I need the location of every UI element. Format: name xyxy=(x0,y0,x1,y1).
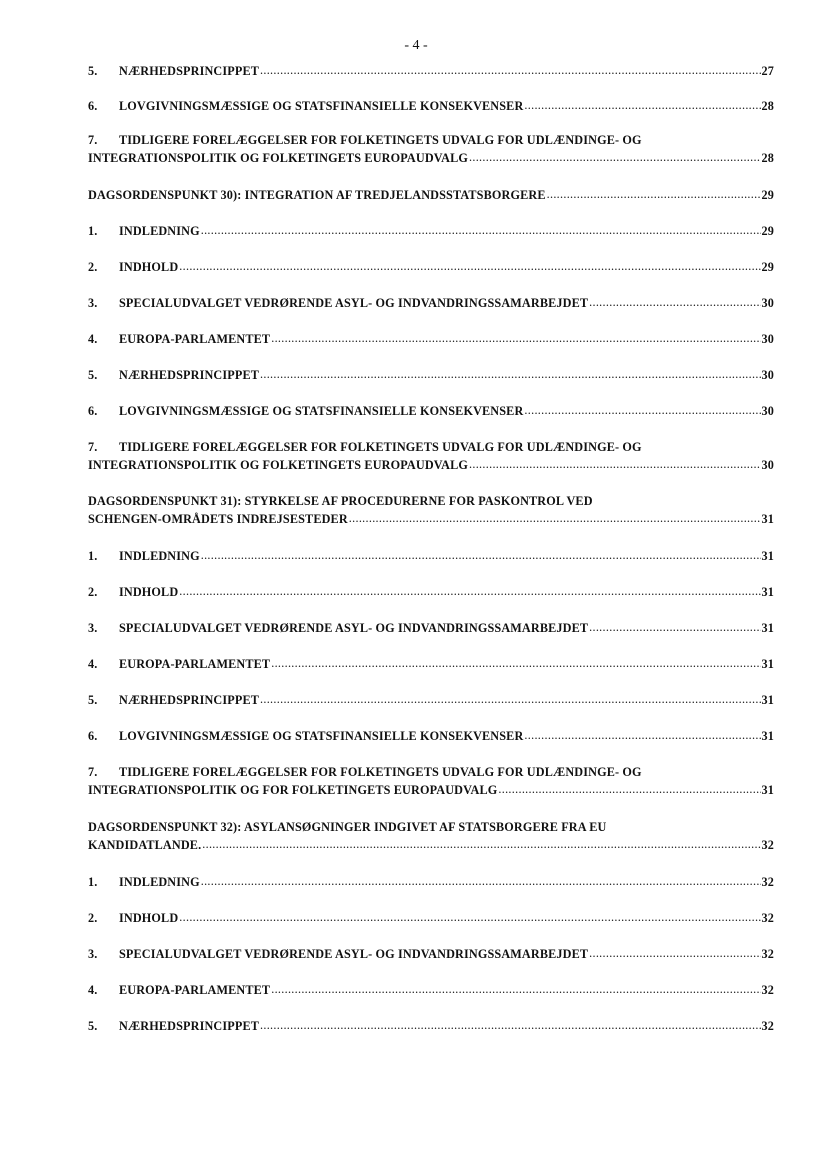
toc-entry-title: NÆRHEDSPRINCIPPET xyxy=(119,368,260,382)
toc-entry-number: 4. xyxy=(88,983,98,997)
dot-leader xyxy=(547,185,761,203)
toc-entry-title: SCHENGEN-OMRÅDETS INDREJSESTEDER xyxy=(88,512,348,526)
toc-entry-page: 30 xyxy=(761,404,774,418)
toc-entry-title: KANDIDATLANDE. xyxy=(88,838,202,852)
toc-entry-heading-line: TIDLIGERE FORELÆGGELSER FOR FOLKETINGETS UDVALG FOR UDLÆNDINGE- OG xyxy=(119,765,642,779)
dot-leader xyxy=(179,582,760,600)
toc-entry-title: SPECIALUDVALGET VEDRØRENDE ASYL- OG INDVANDRINGSSAMARBEJDET xyxy=(119,947,589,961)
toc-entry-title: INTEGRATIONSPOLITIK OG FOLKETINGETS EUROPAUDVALG xyxy=(88,458,469,472)
dot-leader xyxy=(589,944,760,962)
toc-entry-number: 5. xyxy=(88,1019,98,1033)
toc-entry-page: 29 xyxy=(761,224,774,238)
toc-entry-number: 1. xyxy=(88,549,98,563)
toc-entry xyxy=(88,131,774,167)
toc-entry-page: 27 xyxy=(761,64,774,78)
toc-entry xyxy=(88,691,774,709)
toc-entry xyxy=(88,1017,774,1035)
toc-entry-page: 32 xyxy=(761,875,774,889)
dot-leader xyxy=(524,96,760,114)
toc-entry-page: 30 xyxy=(761,332,774,346)
dot-leader xyxy=(498,780,760,798)
toc-entry-title: EUROPA-PARLAMENTET xyxy=(119,983,271,997)
toc-entry-title: SPECIALUDVALGET VEDRØRENDE ASYL- OG INDVANDRINGSSAMARBEJDET xyxy=(119,296,589,310)
dot-leader xyxy=(260,690,760,708)
dot-leader xyxy=(589,618,760,636)
toc-entry-heading-line: DAGSORDENSPUNKT 31): STYRKELSE AF PROCEDURERNE FOR PASKONTROL VED xyxy=(88,494,593,508)
toc-entry-number: 6. xyxy=(88,404,98,418)
dot-leader xyxy=(202,835,760,853)
toc-entry-title: EUROPA-PARLAMENTET xyxy=(119,657,271,671)
toc-entry-heading-line: TIDLIGERE FORELÆGGELSER FOR FOLKETINGETS UDVALG FOR UDLÆNDINGE- OG xyxy=(119,440,642,454)
dot-leader xyxy=(271,654,760,672)
toc-entry-page: 32 xyxy=(761,911,774,925)
dot-leader xyxy=(201,872,761,890)
toc-entry-number: 3. xyxy=(88,296,98,310)
toc-entry-page: 30 xyxy=(761,368,774,382)
toc-entry-heading-line: DAGSORDENSPUNKT 32): ASYLANSØGNINGER INDGIVET AF STATSBORGERE FRA EU xyxy=(88,820,607,834)
toc-entry xyxy=(88,492,774,528)
toc-entry-title: INDLEDNING xyxy=(119,549,200,563)
toc-entry xyxy=(88,727,774,745)
toc-entry-title: INDLEDNING xyxy=(119,875,200,889)
toc-entry-page: 28 xyxy=(761,99,774,113)
toc-entry-page: 31 xyxy=(761,585,774,599)
toc-entry-page: 32 xyxy=(761,838,774,852)
toc-entry-number: 1. xyxy=(88,875,98,889)
toc-entry xyxy=(88,945,774,963)
toc-entry xyxy=(88,583,774,601)
toc-entry-page: 30 xyxy=(761,458,774,472)
toc-entry xyxy=(88,763,774,799)
dot-leader xyxy=(524,726,760,744)
toc-entry xyxy=(88,619,774,637)
toc-entry xyxy=(88,909,774,927)
toc-entry-number: 4. xyxy=(88,657,98,671)
toc-entry-number: 2. xyxy=(88,260,98,274)
toc-entry-page: 31 xyxy=(761,549,774,563)
toc-entry-title: INTEGRATIONSPOLITIK OG FOLKETINGETS EUROPAUDVALG xyxy=(88,151,469,165)
toc-entry-heading-line: TIDLIGERE FORELÆGGELSER FOR FOLKETINGETS UDVALG FOR UDLÆNDINGE- OG xyxy=(119,133,642,147)
dot-leader xyxy=(271,980,760,998)
toc-entry xyxy=(88,258,774,276)
toc-entry-page: 31 xyxy=(761,693,774,707)
dot-leader xyxy=(349,509,761,527)
toc-entry-page: 29 xyxy=(761,260,774,274)
toc-entry xyxy=(88,330,774,348)
toc-entry-number: 7. xyxy=(88,133,98,147)
toc-entry xyxy=(88,62,774,80)
toc-entry-title: INDHOLD xyxy=(119,260,179,274)
toc-entry xyxy=(88,97,774,115)
toc-entry-title: EUROPA-PARLAMENTET xyxy=(119,332,271,346)
dot-leader xyxy=(201,546,761,564)
toc-entry xyxy=(88,873,774,891)
toc-entry-title: INDHOLD xyxy=(119,911,179,925)
toc-entry xyxy=(88,655,774,673)
toc-entry-page: 30 xyxy=(761,296,774,310)
toc-entry-page: 31 xyxy=(761,783,774,797)
toc-entry-number: 6. xyxy=(88,99,98,113)
toc-entry-number: 7. xyxy=(88,765,98,779)
toc-entry-number: 6. xyxy=(88,729,98,743)
dot-leader xyxy=(260,61,760,79)
toc-entry-title: INDHOLD xyxy=(119,585,179,599)
toc-entry-title: DAGSORDENSPUNKT 30): INTEGRATION AF TREDJELANDSSTATSBORGERE xyxy=(88,188,546,202)
toc-entry xyxy=(88,547,774,565)
dot-leader xyxy=(589,293,760,311)
toc-entry-page: 31 xyxy=(761,621,774,635)
toc-entry-page: 31 xyxy=(761,657,774,671)
toc-entry-number: 5. xyxy=(88,693,98,707)
page-number: - 4 - xyxy=(404,38,428,53)
toc-entry xyxy=(88,222,774,240)
toc-entry-number: 7. xyxy=(88,440,98,454)
dot-leader xyxy=(201,221,761,239)
toc-entry xyxy=(88,402,774,420)
toc-entry-title: LOVGIVNINGSMÆSSIGE OG STATSFINANSIELLE KONSEKVENSER xyxy=(119,404,524,418)
toc-entry-title: LOVGIVNINGSMÆSSIGE OG STATSFINANSIELLE KONSEKVENSER xyxy=(119,99,524,113)
toc-entry xyxy=(88,818,774,854)
dot-leader xyxy=(524,401,760,419)
toc-entry-number: 5. xyxy=(88,368,98,382)
dot-leader xyxy=(179,257,760,275)
dot-leader xyxy=(469,148,760,166)
toc-entry xyxy=(88,294,774,312)
toc-entry-number: 3. xyxy=(88,947,98,961)
toc-entry-number: 3. xyxy=(88,621,98,635)
dot-leader xyxy=(260,1016,760,1034)
toc-entry-title: INTEGRATIONSPOLITIK OG FOR FOLKETINGETS EUROPAUDVALG xyxy=(88,783,498,797)
toc-entry-page: 32 xyxy=(761,1019,774,1033)
toc-entry xyxy=(88,438,774,474)
dot-leader xyxy=(469,455,760,473)
toc-entry-page: 31 xyxy=(761,729,774,743)
toc-entry-title: LOVGIVNINGSMÆSSIGE OG STATSFINANSIELLE KONSEKVENSER xyxy=(119,729,524,743)
toc-entry-page: 32 xyxy=(761,947,774,961)
toc-entry-number: 2. xyxy=(88,585,98,599)
dot-leader xyxy=(271,329,760,347)
toc-entry-number: 1. xyxy=(88,224,98,238)
toc-entry xyxy=(88,981,774,999)
toc-entry-number: 5. xyxy=(88,64,98,78)
toc-entry xyxy=(88,366,774,384)
toc-entry-number: 4. xyxy=(88,332,98,346)
toc-entry-page: 32 xyxy=(761,983,774,997)
toc-entry-page: 31 xyxy=(761,512,774,526)
toc-entry-title: SPECIALUDVALGET VEDRØRENDE ASYL- OG INDVANDRINGSSAMARBEJDET xyxy=(119,621,589,635)
toc-entry-title: NÆRHEDSPRINCIPPET xyxy=(119,64,260,78)
dot-leader xyxy=(179,908,760,926)
toc-entry-title: NÆRHEDSPRINCIPPET xyxy=(119,693,260,707)
toc-entry-title: NÆRHEDSPRINCIPPET xyxy=(119,1019,260,1033)
toc-entry-page: 29 xyxy=(761,188,774,202)
toc-entry xyxy=(88,186,774,204)
dot-leader xyxy=(260,365,760,383)
toc-entry-number: 2. xyxy=(88,911,98,925)
toc-entry-page: 28 xyxy=(761,151,774,165)
toc-entry-title: INDLEDNING xyxy=(119,224,200,238)
